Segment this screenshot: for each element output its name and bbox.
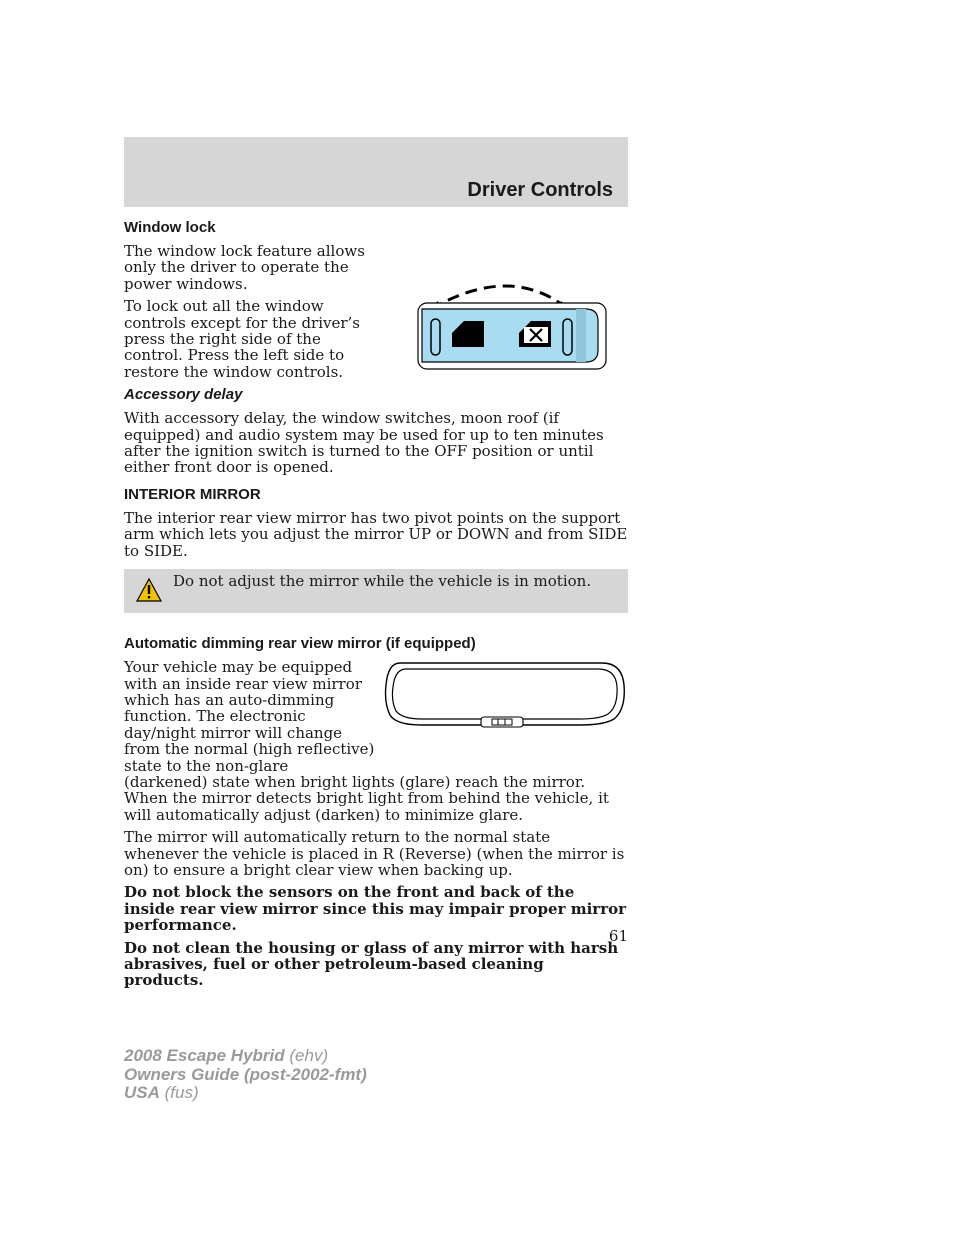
page-content xyxy=(124,219,628,995)
window-lock-text xyxy=(124,243,376,386)
auto-dimming-caution2: Do not clean the housing or glass of any mirror with harsh abrasives, fuel or other petroleum-based cleaning products. xyxy=(124,938,619,990)
footer-guide: Owners Guide (post-2002-fmt) xyxy=(124,1064,367,1084)
accessory-delay-heading: Accessory delay xyxy=(124,386,243,404)
section-title: Driver Controls xyxy=(467,179,613,201)
interior-mirror-heading: INTERIOR MIRROR xyxy=(124,485,261,503)
mirror-figure xyxy=(376,659,628,742)
window-lock-para2: To lock out all the window controls except for the driver’s press the right side of the control. Press the left side to restore the window controls. xyxy=(124,297,361,381)
window-lock-heading: Window lock xyxy=(124,219,216,236)
window-lock-switch-illustration xyxy=(376,243,628,373)
warning-triangle-icon xyxy=(136,578,162,602)
header-band xyxy=(124,137,628,207)
footer-model: 2008 Escape Hybrid xyxy=(124,1046,285,1065)
window-lock-row xyxy=(124,243,628,386)
window-lock-figure xyxy=(376,243,628,376)
footer-line2 xyxy=(124,1066,367,1085)
auto-dimming-para1-b: (darkened) state when bright lights (glare) reach the mirror. When the mirror detects bright light from behind the vehicle, it will automatically adjust (darken) to minimize glare. xyxy=(124,772,609,824)
auto-dimming-para2: The mirror will automatically return to the normal state whenever the vehicle is placed in R (Reverse) (when the mirror is on) to ensure a bright clear view when backing up. xyxy=(124,828,625,879)
window-lock-para1: The window lock feature allows only the driver to operate the power windows. xyxy=(124,242,365,293)
footer-market: USA xyxy=(124,1083,160,1102)
warning-text: Do not adjust the mirror while the vehicle is in motion. xyxy=(173,572,592,591)
interior-mirror-para: The interior rear view mirror has two pivot points on the support arm which lets you adjust the mirror UP or DOWN and from SIDE to SIDE. xyxy=(124,508,628,560)
footer-model-code: (ehv) xyxy=(284,1046,329,1065)
footer-market-code: (fus) xyxy=(159,1083,199,1102)
footer-line1 xyxy=(124,1047,367,1066)
auto-dimming-text xyxy=(124,659,376,774)
accessory-delay-para: With accessory delay, the window switches, moon roof (if equipped) and audio system may be used for up to ten minutes after the ignition switch is turned to the OFF position or until either front door is opened. xyxy=(124,409,604,477)
footer xyxy=(124,1047,367,1103)
auto-dimming-mirror-illustration xyxy=(376,659,628,739)
auto-dimming-para1-a: Your vehicle may be equipped with an inside rear view mirror which has an auto-dimming function. The electronic day/night mirror will change from the normal (high reflective) state to the non-glare xyxy=(124,658,375,775)
footer-line3 xyxy=(124,1084,367,1103)
auto-dimming-row xyxy=(124,659,628,774)
auto-dimming-heading: Automatic dimming rear view mirror (if equipped) xyxy=(124,635,476,653)
auto-dimming-caution1: Do not block the sensors on the front and back of the inside rear view mirror since this may impair proper mirror performance. xyxy=(124,883,627,935)
warning-box xyxy=(124,569,628,613)
page-number: 61 xyxy=(608,927,628,945)
